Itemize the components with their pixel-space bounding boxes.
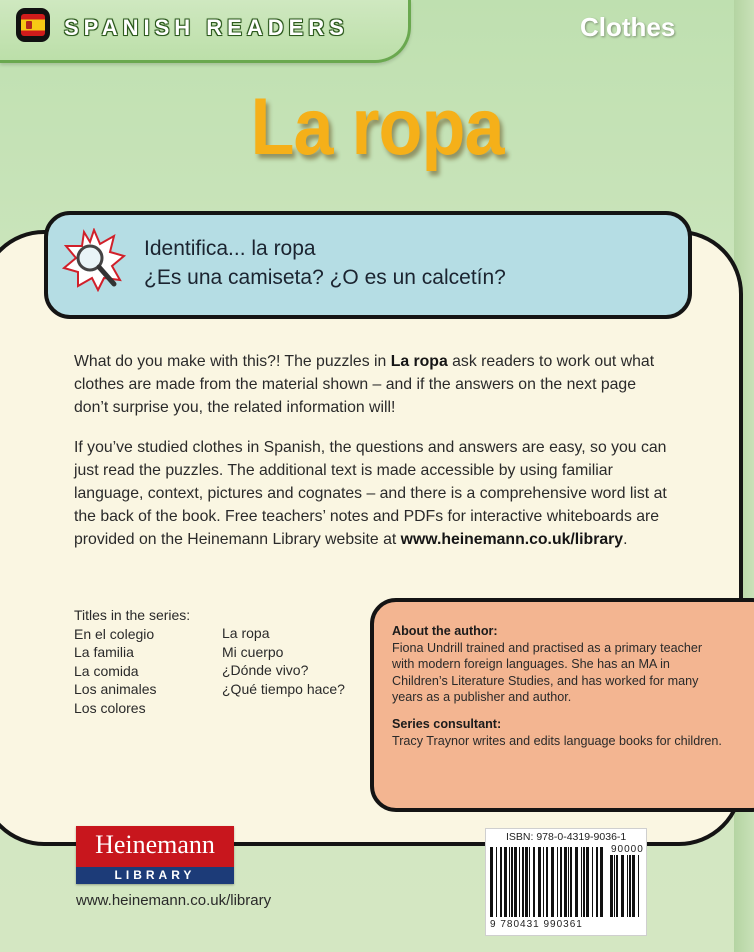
website-link-inline[interactable]: www.heinemann.co.uk/library (400, 531, 624, 548)
consultant-bio: Tracy Traynor writes and edits language books for children. (392, 733, 722, 748)
magnifier-star-icon (62, 228, 126, 292)
publisher-imprint: LIBRARY (76, 867, 234, 884)
series-title-item: La ropa (222, 625, 270, 641)
isbn-label: ISBN: 978-0-4319-9036-1 (506, 831, 627, 843)
series-heading: Titles in the series: (74, 607, 191, 623)
book-title: La ropa (250, 82, 504, 172)
series-title: SPANISH READERS (64, 15, 349, 40)
blurb-paragraph-2: If you’ve studied clothes in Spanish, the questions and answers are easy, so you can just read the puzzles. The additional text is made accessible by using familiar language, context, pictures and cognates – and there is a comprehensive word list at the back of the book. Free teachers’ notes and PDFs for interactive whiteboards are provided on the Heinemann Library website at www.heinemann.co.uk/library. (74, 439, 667, 548)
quiz-box (44, 211, 692, 319)
publisher-logo (76, 826, 234, 884)
series-title-item: La comida (74, 662, 139, 679)
series-titles-col-1 (74, 606, 190, 717)
author-heading: About the author: (392, 624, 498, 638)
barcode-box (485, 828, 647, 936)
barcode-icon (490, 847, 605, 917)
quiz-line-1: Identifica... la ropa (144, 237, 316, 260)
barcode-addon: 90000 (611, 844, 644, 855)
barcode-digits: 9 780431 990361 (490, 919, 583, 930)
barcode-addon-icon (610, 855, 642, 917)
series-title-item: Los colores (74, 699, 146, 716)
blurb-paragraph-1: What do you make with this?! The puzzles in La ropa ask readers to work out what clothes are made from the material shown – and if the answers on the next page don’t surprise you, the related information will! (74, 353, 655, 416)
series-title-item: La familia (74, 644, 134, 660)
quiz-line-2: ¿Es una camiseta? ¿O es un calcetín? (144, 266, 506, 289)
publisher-website[interactable]: www.heinemann.co.uk/library (76, 892, 272, 909)
series-title-item: Mi cuerpo (222, 643, 284, 660)
author-info (392, 623, 722, 749)
series-banner (0, 0, 411, 63)
author-bio: Fiona Undrill trained and practised as a primary teacher with modern foreign languages. She has an MA in Children’s Literature Studies, and has worked for many years as a publisher and author. (392, 640, 703, 705)
book-title-inline: La ropa (390, 353, 448, 370)
series-title-item: ¿Qué tiempo hace? (222, 680, 345, 697)
publisher-name: Heinemann (95, 830, 215, 859)
series-titles-col-2 (222, 624, 345, 698)
consultant-heading: Series consultant: (392, 716, 502, 731)
series-title-item: Los animales (74, 681, 157, 697)
series-title-item: ¿Dónde vivo? (222, 662, 309, 678)
topic-label: Clothes (580, 12, 676, 42)
spain-flag-icon (16, 8, 50, 42)
series-title-item: En el colegio (74, 625, 155, 642)
